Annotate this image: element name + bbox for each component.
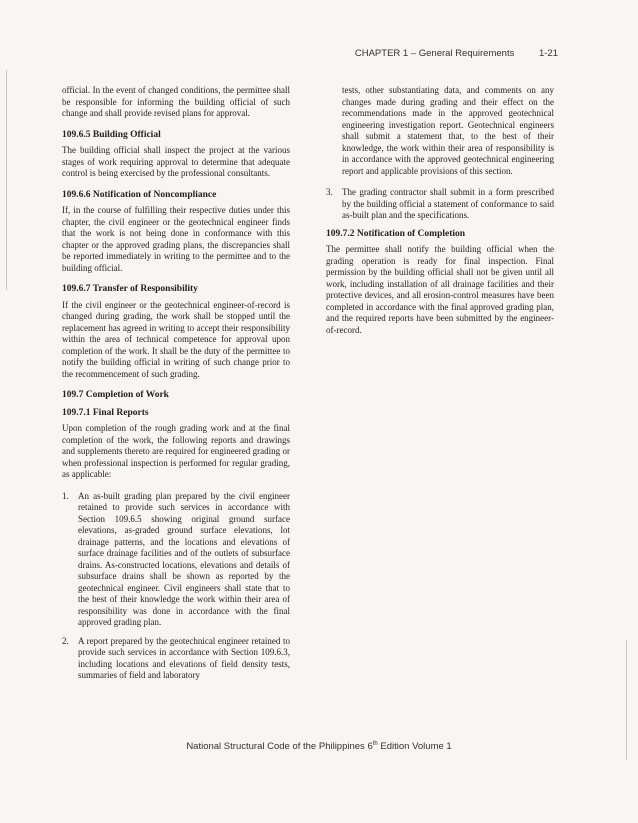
list-item-number: 3.: [326, 187, 333, 197]
report-list: [62, 491, 290, 682]
list-item-text: A report prepared by the geotechnical engineer retained to provide such services in accordance with Section 109.6.3, including locations and elevations of field density tests, summaries of field and laboratory: [78, 635, 290, 680]
paragraph-109-6-5: The building official shall inspect the project at the various stages of work requiring approval to determine that adequate control is being exercised by the professional consultants.: [62, 145, 290, 178]
paragraph-109-7-1: Upon completion of the rough grading work and at the final completion of the work, the following reports and drawings and supplements thereto are required for engineered grading or when professional inspection is performed for regular grading, as applicable:: [62, 423, 290, 479]
heading-109-6-6: 109.6.6 Notification of Noncompliance: [62, 189, 217, 200]
list-item-text: An as-built grading plan prepared by the civil engineer retained to provide such services in accordance with Section 109.6.5 showing original ground surface elevations, as-graded ground surface elevations, lot drainage patterns, and the locations and elevations of surface drainage facilities and of the outlets of subsurface drains. As-constructed locations, elevations and details of subsurface drains shall be shown as reported by the geotechnical engineer. Civil engineers shall state that to the best of their knowledge the work within their area of responsibility was done in accordance with the final approved grading plan.: [78, 490, 290, 627]
heading-109-7-1: 109.7.1 Final Reports: [62, 407, 149, 418]
list-item: [62, 636, 290, 682]
paragraph-intro: official. In the event of changed conditions, the permittee shall be responsible for informing the building official of such change and shall provide revised plans for approval.: [62, 85, 290, 118]
heading-109-7-2: 109.7.2 Notification of Completion: [326, 228, 466, 239]
chapter-title: CHAPTER 1 – General Requirements: [354, 48, 515, 59]
left-column: [62, 85, 290, 691]
footer-text: National Structural Code of the Philippines 6: [186, 741, 373, 753]
list-item-text: The grading contractor shall submit in a form prescribed by the building official a statement of conformance to said as-built plan and the specifications.: [342, 187, 554, 220]
paragraph-109-7-2: The permittee shall notify the building official when the grading operation is ready for final inspection. Final permission by the building official shall not be given until all work, including installation of all drainage facilities and their protective devices, and all erosion-control measures have been completed in accordance with the final approved grading plan, and the required reports have been submitted by the engineer-of-record.: [326, 244, 554, 335]
heading-109-7: 109.7 Completion of Work: [62, 390, 169, 400]
paragraph-109-6-6: If, in the course of fulfilling their respective duties under this chapter, the civil engineer or the geotechnical engineer finds that the work is not being done in conformance with this chapter or the approved grading plans, the discrepancies shall be reported immediately in writing to the permittee and to the building official.: [62, 205, 290, 273]
running-header: [355, 48, 558, 59]
page-number: 1-21: [538, 48, 558, 59]
paragraph-continued: tests, other substantiating data, and comments on any changes made during grading and their effect on the recommendations made in the approved geotechnical engineering investigation report. Geotechnical engineers shall submit a statement that, to the best of their knowledge, the work within their area of responsibility is in accordance with the approved geotechnical engineering report and applicable provisions of this section.: [342, 85, 554, 176]
list-item-number: 1.: [62, 490, 69, 501]
list-item: [62, 491, 290, 629]
paragraph-109-6-7: If the civil engineer or the geotechnical engineer-of-record is changed during grading, the work shall be stopped until the replacement has agreed in writing to accept their responsibility within the area of technical competence for approval upon completion of the work. It shall be the duty of the permittee to notify the building official in writing of such change prior to the recommencement of such grading.: [62, 299, 290, 379]
list-item-number: 2.: [62, 635, 69, 646]
heading-109-6-7: 109.6.7 Transfer of Responsibility: [62, 284, 198, 294]
footer-text-tail: Edition Volume 1: [377, 741, 452, 753]
list-item: [326, 187, 554, 222]
footer-superscript: th: [372, 741, 378, 747]
heading-109-6-5: 109.6.5 Building Official: [62, 129, 161, 140]
page-footer: [0, 741, 638, 752]
right-column: [326, 85, 554, 346]
scan-edge-mark: [6, 70, 7, 290]
